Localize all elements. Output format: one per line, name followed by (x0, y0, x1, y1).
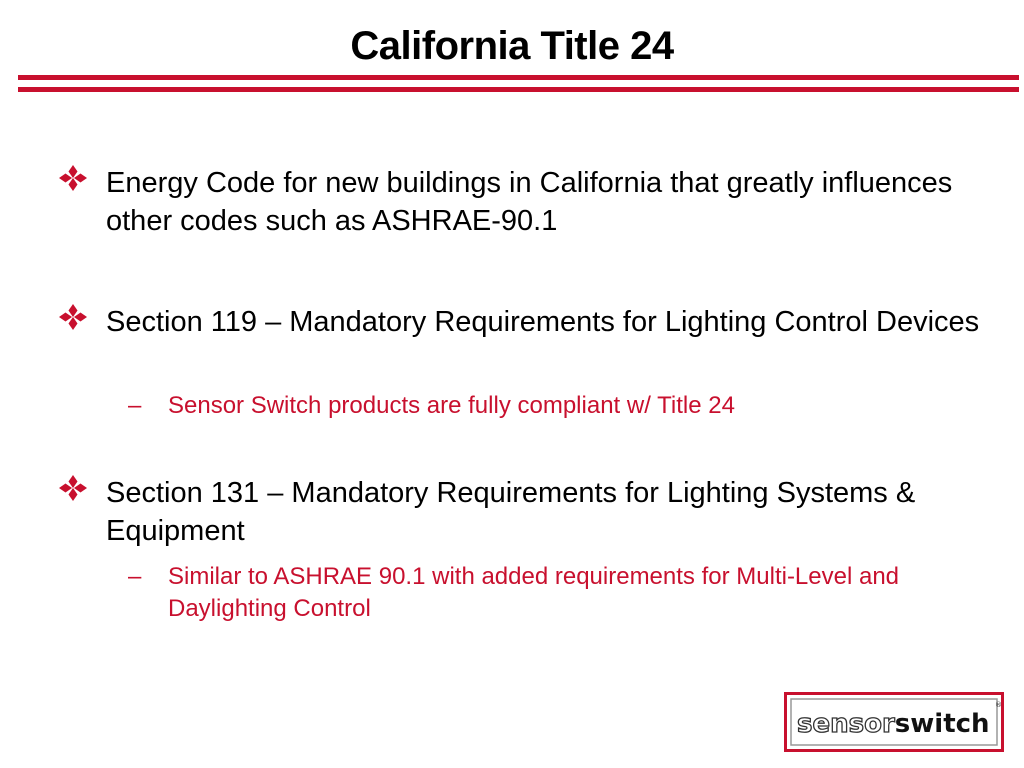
logo-text-part1: sensor (797, 709, 895, 739)
sub-bullet-dash: – (128, 563, 142, 590)
bullet-text: Energy Code for new buildings in California that greatly influences other codes such as ASHRAE-90.1 (106, 167, 953, 237)
title-divider-bottom (18, 87, 1019, 92)
sub-bullet-text: Similar to ASHRAE 90.1 with added requirements for Multi-Level and Daylighting Control (168, 563, 900, 622)
diamond-bullet-icon (58, 164, 88, 192)
logo-text (797, 709, 990, 739)
sub-bullet-text: Sensor Switch products are fully compliant w/ Title 24 (168, 392, 735, 419)
bullet-item (58, 303, 988, 341)
sensor-switch-logo (784, 692, 1004, 752)
title-divider-top (18, 75, 1019, 80)
diamond-bullet-icon (58, 303, 88, 331)
bullet-item (58, 164, 988, 240)
diamond-bullet-icon (58, 474, 88, 502)
sub-bullet-item (128, 561, 998, 625)
bullet-item (58, 474, 988, 550)
bullet-text: Section 119 – Mandatory Requirements for Lighting Control Devices (106, 306, 980, 338)
registered-mark: ® (995, 701, 1002, 709)
logo-text-part2: switch (894, 709, 990, 739)
slide-title: California Title 24 (350, 24, 674, 68)
bullet-text: Section 131 – Mandatory Requirements for Lighting Systems & Equipment (106, 477, 916, 547)
sub-bullet-item (128, 390, 998, 422)
sub-bullet-dash: – (128, 392, 142, 419)
